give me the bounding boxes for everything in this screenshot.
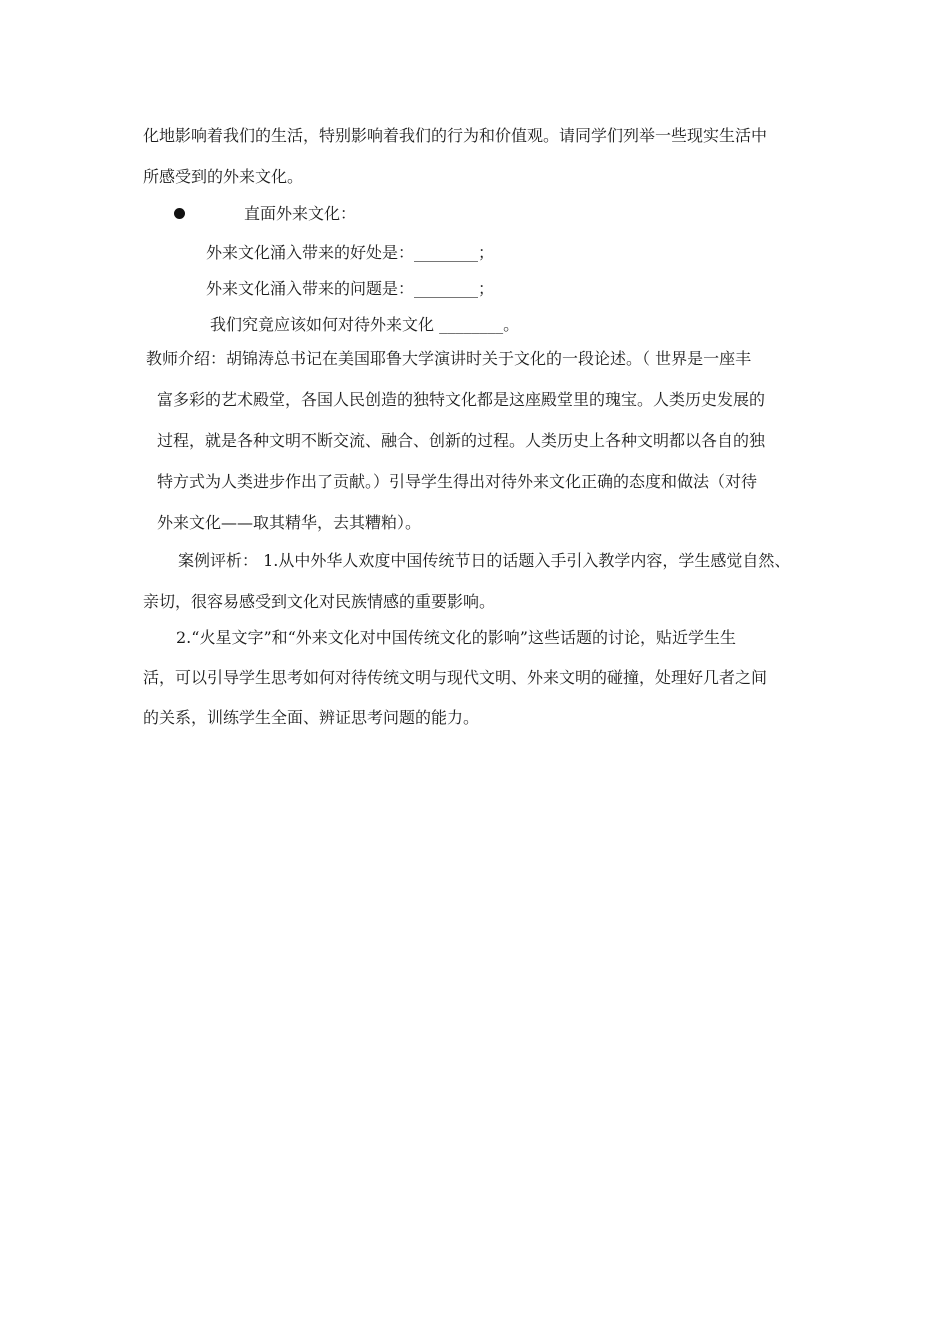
analysis-p1-line-1: 案例评析： 1.从中外华人欢度中国传统节日的话题入手引入教学内容，学生感觉自然、 bbox=[178, 551, 791, 570]
question-problems: 外来文化涌入带来的问题是：________； bbox=[206, 279, 495, 298]
intro-line-2: 所感受到的外来文化。 bbox=[143, 167, 304, 186]
teacher-intro-line-2: 富多彩的艺术殿堂，各国人民创造的独特文化都是这座殿堂里的瑰宝。人类历史发展的 bbox=[157, 390, 766, 409]
analysis-p2-line-1: 2.“火星文字”和“外来文化对中国传统文化的影响”这些话题的讨论，贴近学生生 bbox=[176, 628, 736, 647]
analysis-p1-line-2: 亲切，很容易感受到文化对民族情感的重要影响。 bbox=[143, 592, 496, 611]
bullet-dot-icon bbox=[174, 208, 185, 219]
question-attitude: 我们究竟应该如何对待外来文化 ________。 bbox=[210, 315, 520, 334]
teacher-intro-line-1: 教师介绍：胡锦涛总书记在美国耶鲁大学演讲时关于文化的一段论述。（ 世界是一座丰 bbox=[146, 349, 752, 368]
bullet-heading: 直面外来文化： bbox=[244, 204, 357, 223]
teacher-intro-line-3: 过程，就是各种文明不断交流、融合、创新的过程。人类历史上各种文明都以各自的独 bbox=[157, 431, 766, 450]
teacher-intro-line-4: 特方式为人类进步作出了贡献。）引导学生得出对待外来文化正确的态度和做法（对待 bbox=[157, 472, 758, 491]
analysis-p2-line-3: 的关系，训练学生全面、辨证思考问题的能力。 bbox=[143, 708, 480, 727]
question-benefits: 外来文化涌入带来的好处是：________； bbox=[206, 243, 495, 262]
intro-line-1: 化地影响着我们的生活，特别影响着我们的行为和价值观。请同学们列举一些现实生活中 bbox=[143, 126, 768, 145]
analysis-p2-line-2: 活，可以引导学生思考如何对待传统文明与现代文明、外来文明的碰撞，处理好几者之间 bbox=[143, 668, 768, 687]
teacher-intro-line-5: 外来文化——取其精华，去其糟粕）。 bbox=[157, 513, 422, 532]
